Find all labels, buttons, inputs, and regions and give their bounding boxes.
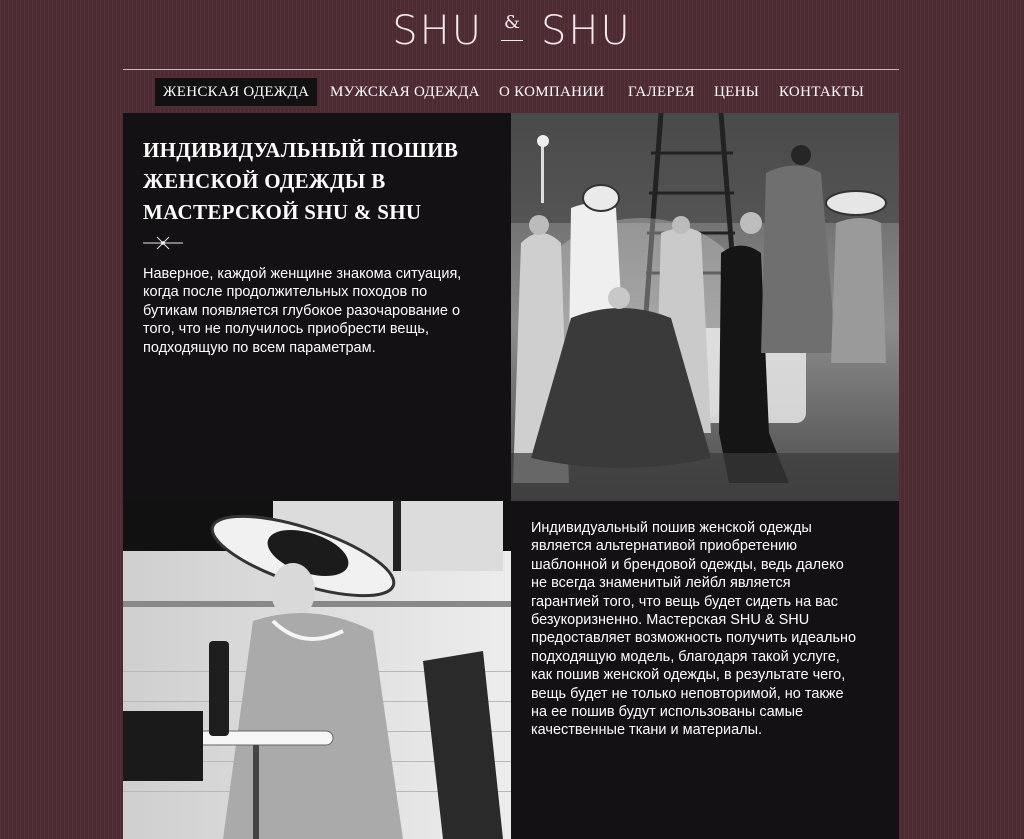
logo-ampersand: & — [503, 11, 521, 33]
nav-item-womens-clothing[interactable]: ЖЕНСКАЯ ОДЕЖДА — [155, 78, 317, 106]
logo-word-left: SHU — [392, 8, 483, 54]
intro-paragraph: Наверное, каждой женщине знакома ситуация, когда после продолжительных походов по бутикам появляется глубокое разочарование о того, что не получилось приобрести вещь, подходящую по всем параметрам. — [143, 266, 462, 356]
nav-item-prices[interactable]: ЦЕНЫ — [714, 84, 760, 100]
main-nav — [123, 78, 899, 106]
logo-ampersand-underline — [501, 40, 523, 41]
body-paragraph: Индивидуальный пошив женской одежды является альтернативой приобретению шаблонной и брендовой одежды, ведь далеко не всегда знаменитый лейбл является гарантией того, что вещь будет сидеть на вас безукоризненно. Мастерская SHU & SHU предоставляет возможность получить идеально подходящую модель, благодаря такой услуге, как пошив женской одежды, в результате чего, вещь будет не только неповторимой, но также на ее пошив будут использованы самые качественные ткани и материалы. — [531, 520, 857, 739]
nav-item-gallery[interactable]: ГАЛЕРЕЯ — [628, 84, 695, 100]
nav-item-contacts[interactable]: КОНТАКТЫ — [779, 84, 865, 100]
logo-ampersand-mark — [501, 11, 523, 41]
content-text-panel — [511, 501, 899, 839]
site-logo[interactable] — [0, 0, 1024, 62]
logo-word-right: SHU — [541, 8, 632, 54]
page-title: ИНДИВИДУАЛЬНЫЙ ПОШИВ ЖЕНСКОЙ ОДЕЖДЫ В МАСТЕРСКОЙ SHU & SHU — [143, 138, 459, 224]
header-divider — [123, 69, 899, 70]
nav-item-about[interactable]: О КОМПАНИИ — [499, 84, 605, 100]
fashion-group-photo — [511, 113, 899, 501]
woman-cafe-photo — [123, 501, 511, 839]
hero-text-panel — [123, 113, 511, 501]
nav-item-mens-clothing[interactable]: МУЖСКАЯ ОДЕЖДА — [330, 84, 480, 100]
ornament-divider-icon — [143, 235, 183, 251]
